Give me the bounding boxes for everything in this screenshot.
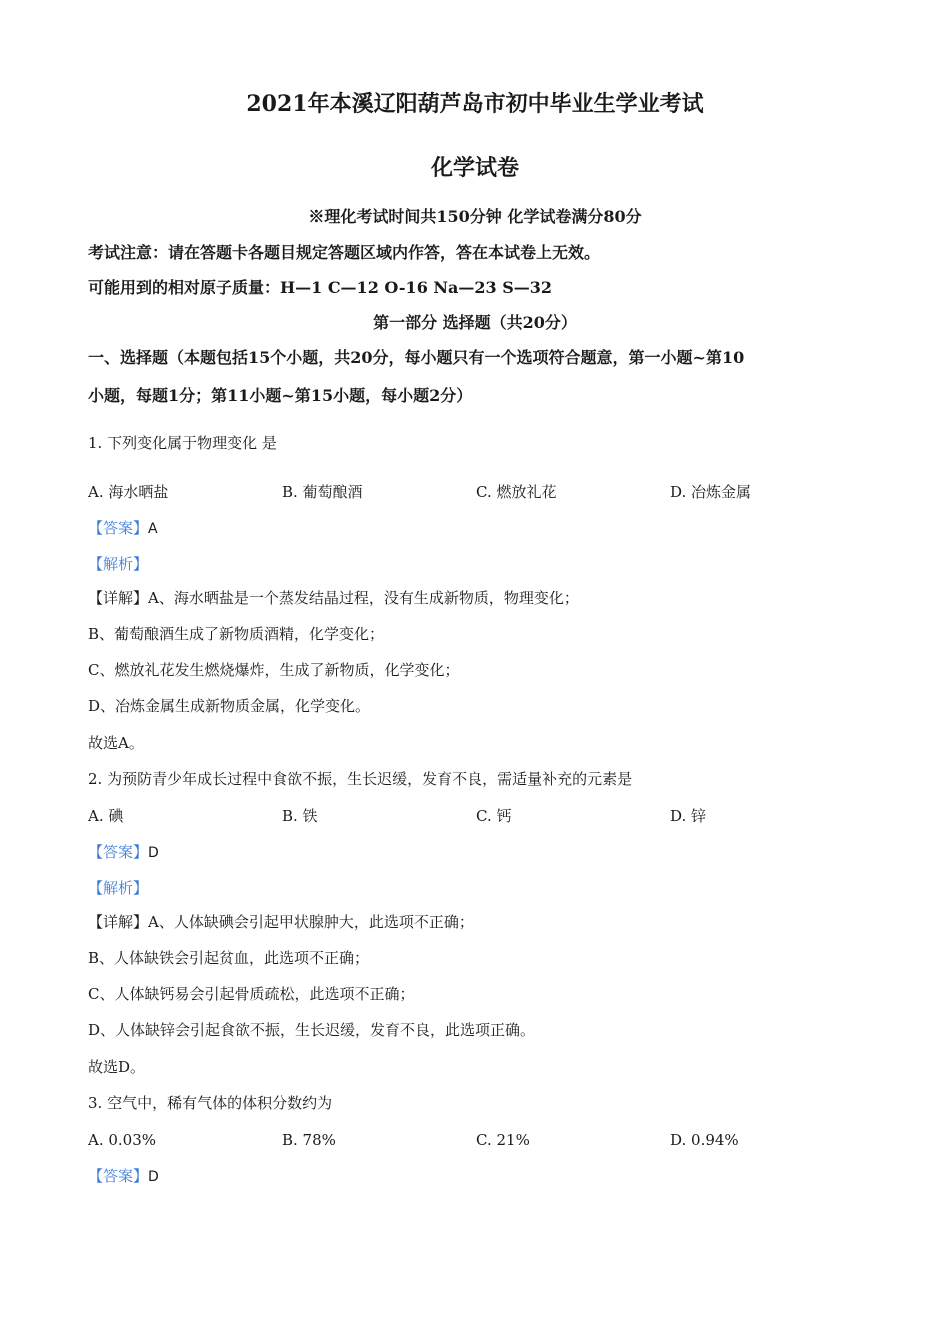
question-2-answer xyxy=(88,842,159,863)
question-2-analysis xyxy=(88,878,148,898)
question-1-detail-d: D、冶炼金属生成新物质金属，化学变化。 xyxy=(88,697,371,715)
exam-subtitle: 化学试卷 xyxy=(430,155,519,181)
question-3-option-c: C. 21% xyxy=(476,1131,530,1149)
question-2-stem: 2. 为预防青少年成长过程中食欲不振，生长迟缓，发育不良，需适量补充的元素是 xyxy=(88,770,633,788)
question-2-detail-c: C、人体缺钙易会引起骨质疏松，此选项不正确； xyxy=(88,985,415,1003)
question-2-detail-b: B、人体缺铁会引起贫血，此选项不正确； xyxy=(88,949,370,967)
question-2-detail-a: 【详解】A、人体缺碘会引起甲状腺肿大，此选项不正确； xyxy=(88,913,474,931)
question-2-option-a: A. 碘 xyxy=(88,807,124,825)
question-1-analysis xyxy=(88,554,148,574)
answer-value: A xyxy=(148,521,158,537)
question-2-option-b: B. 铁 xyxy=(282,807,318,825)
question-2-option-d: D. 锌 xyxy=(670,807,707,825)
exam-notice: 考试注意：请在答题卡各题目规定答题区域内作答，答在本试卷上无效。 xyxy=(88,243,601,262)
section-instructions-line1: 一、选择题（本题包括15个小题，共20分，每小题只有一个选项符合题意，第一小题~第10 xyxy=(88,348,745,367)
question-3-option-a: A. 0.03% xyxy=(88,1131,157,1149)
analysis-tag: 【解析】 xyxy=(88,879,149,897)
question-2-option-c: C. 钙 xyxy=(476,807,512,825)
answer-value: D xyxy=(148,1169,159,1185)
question-3-stem: 3. 空气中，稀有气体的体积分数约为 xyxy=(88,1094,333,1112)
question-1-option-b: B. 葡萄酿酒 xyxy=(282,483,363,501)
detail-tag: 【详解】 xyxy=(88,589,149,607)
answer-value: D xyxy=(148,845,159,861)
question-1-detail-a: 【详解】A、海水晒盐是一个蒸发结晶过程，没有生成新物质，物理变化； xyxy=(88,589,579,607)
question-2-detail-d: D、人体缺锌会引起食欲不振，生长迟缓，发育不良，此选项正确。 xyxy=(88,1021,536,1039)
analysis-tag: 【解析】 xyxy=(88,555,149,573)
question-1-stem: 1. 下列变化属于物理变化 是 xyxy=(88,434,277,452)
question-1-answer xyxy=(88,518,158,539)
question-2-conclusion: 故选D。 xyxy=(88,1058,146,1076)
question-1-option-a: A. 海水晒盐 xyxy=(88,483,169,501)
answer-tag: 【答案】 xyxy=(88,1167,149,1185)
question-1-detail-c: C、燃放礼花发生燃烧爆炸，生成了新物质，化学变化； xyxy=(88,661,460,679)
exam-title: 2021年本溪辽阳葫芦岛市初中毕业生学业考试 xyxy=(246,91,704,117)
atomic-mass-note: 可能用到的相对原子质量：H—1 C—12 O-16 Na—23 S—32 xyxy=(88,278,553,297)
part-title: 第一部分 选择题（共20分） xyxy=(373,313,577,332)
answer-tag: 【答案】 xyxy=(88,843,149,861)
section-instructions-line2: 小题，每题1分；第11小题~第15小题，每小题2分） xyxy=(88,386,473,405)
question-3-option-d: D. 0.94% xyxy=(670,1131,739,1149)
question-1-option-c: C. 燃放礼花 xyxy=(476,483,557,501)
answer-tag: 【答案】 xyxy=(88,519,149,537)
question-1-option-d: D. 冶炼金属 xyxy=(670,483,752,501)
question-3-answer xyxy=(88,1166,159,1187)
time-note: ※理化考试时间共150分钟 化学试卷满分80分 xyxy=(308,207,642,226)
question-1-detail-b: B、葡萄酿酒生成了新物质酒精，化学变化； xyxy=(88,625,385,643)
question-3-option-b: B. 78% xyxy=(282,1131,336,1149)
detail-tag: 【详解】 xyxy=(88,913,149,931)
question-1-conclusion: 故选A。 xyxy=(88,734,144,752)
